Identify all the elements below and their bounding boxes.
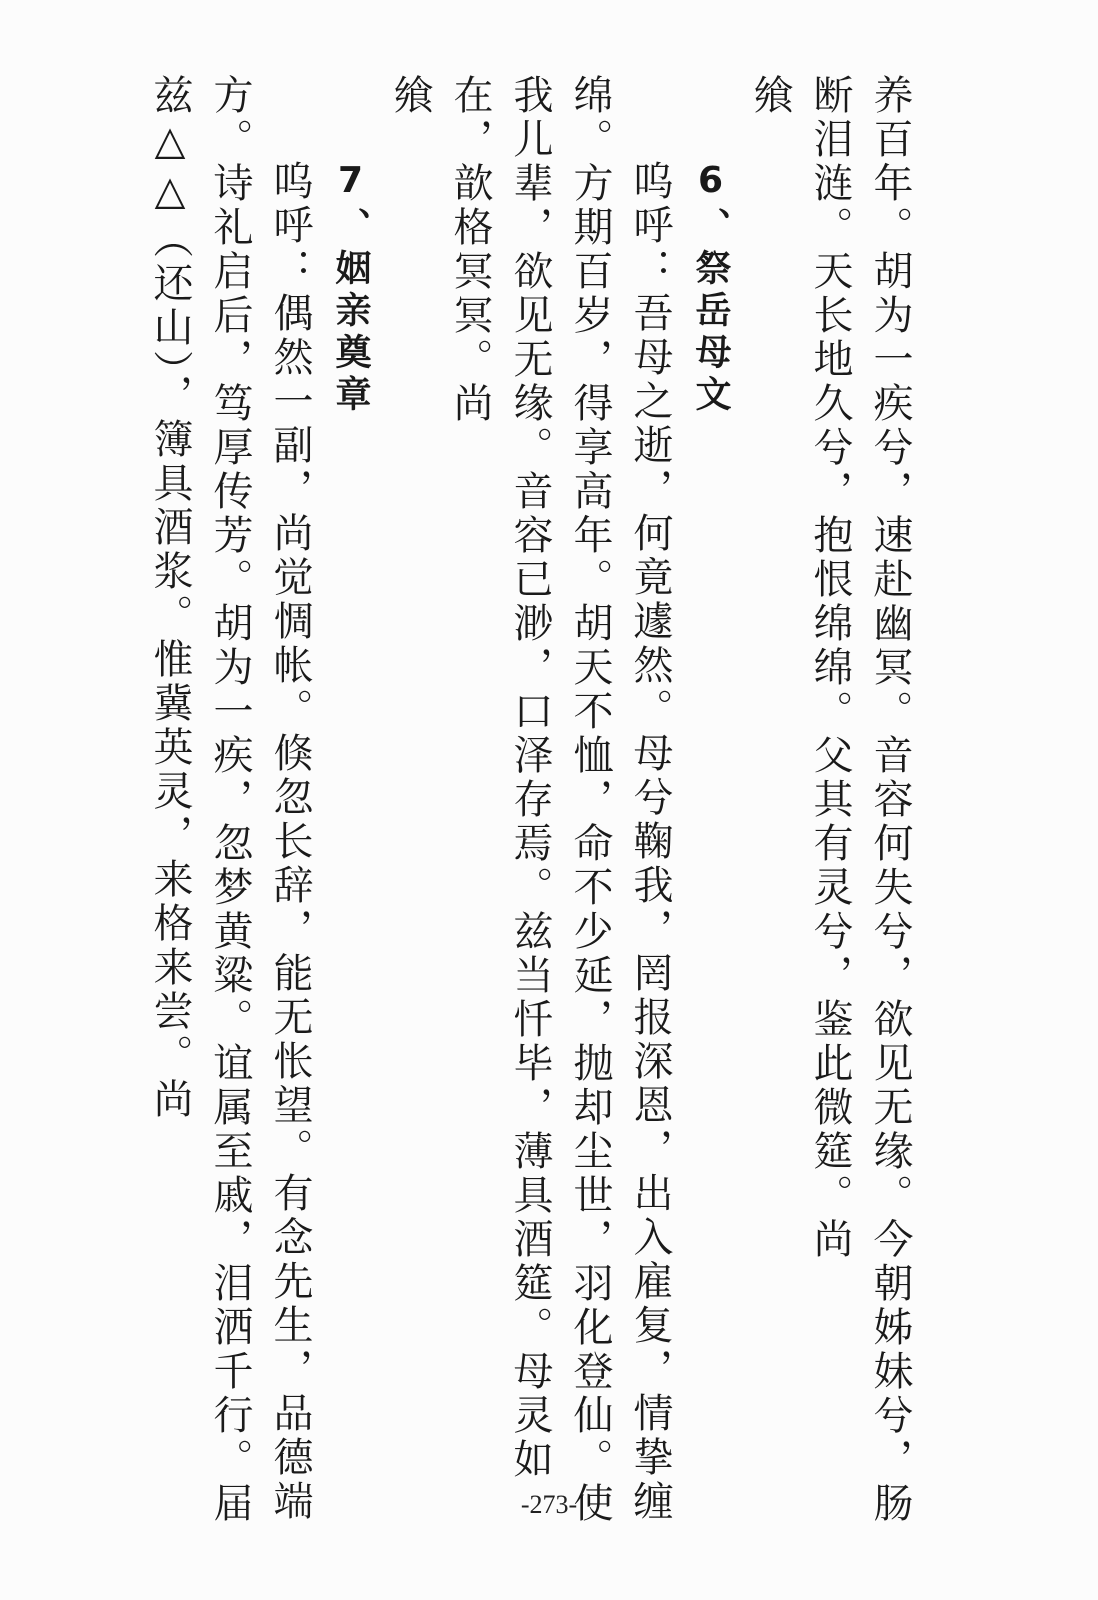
text-column-9: 飨 [387, 74, 433, 118]
text-column-13: 兹△△（还山），簿具酒浆。惟冀英灵，来格来尝。尚 [147, 74, 193, 1122]
text-column-7: 我儿辈，欲见无缘。音容已渺，口泽存焉。兹当忏毕，薄具酒筵。母灵如 [507, 74, 553, 1482]
text-column-8: 在，歆格冥冥。尚 [447, 74, 493, 426]
text-column-5: 呜呼：吾母之逝，何竟遽然。母兮鞠我，罔报深恩，出入雇复，情挚缠 [627, 160, 673, 1524]
section-heading-7: 7、姻亲奠章 [330, 160, 371, 417]
page-number: -273- [520, 1490, 578, 1519]
text-column-12: 方。诗礼启后，笃厚传芳。胡为一疾，忽梦黄粱。谊属至戚，泪洒千行。届 [207, 74, 253, 1526]
text-column-6: 绵。方期百岁，得享高年。胡天不恤，命不少延，抛却尘世，羽化登仙。使 [567, 74, 613, 1526]
text-column-2: 断泪涟。天长地久兮，抱恨绵绵。父其有灵兮，鉴此微筵。尚 [807, 74, 853, 1262]
text-column-11: 呜呼：偶然一副，尚觉惆帐。倏忽长辞，能无怅望。有念先生，品德端 [267, 160, 313, 1524]
section-heading-6: 6、祭岳母文 [690, 160, 731, 417]
text-column-1: 养百年。胡为一疾兮，速赴幽冥。音容何失兮，欲见无缘。今朝姊妹兮，肠 [867, 74, 913, 1526]
text-column-3: 飨 [747, 74, 793, 118]
